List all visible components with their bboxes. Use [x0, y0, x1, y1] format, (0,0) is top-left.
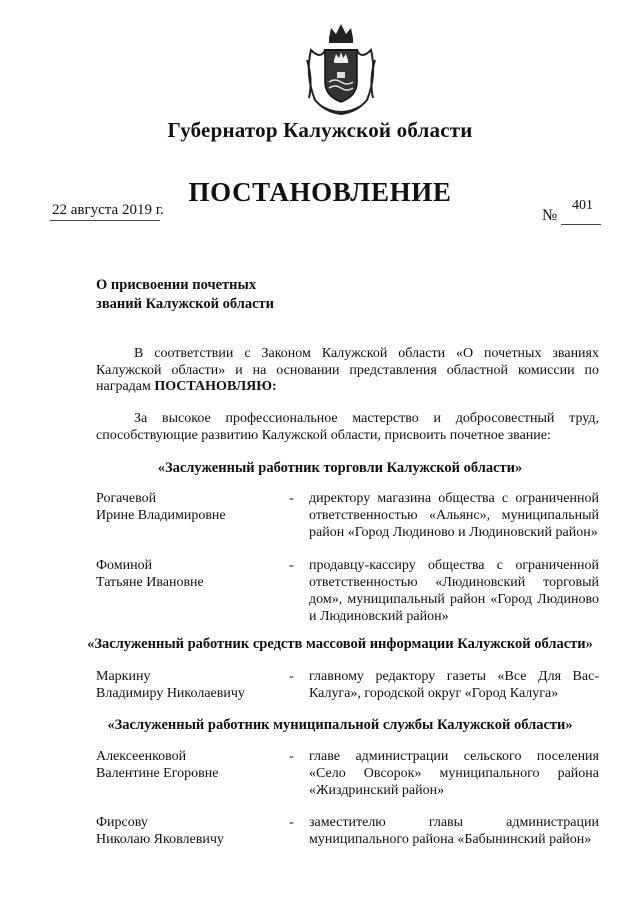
awardee-given-names: Татьяне Ивановне — [96, 575, 204, 590]
entry-dash: - — [289, 558, 294, 573]
document-type-title: ПОСТАНОВЛЕНИЕ — [188, 177, 452, 207]
awardee-surname: Маркину — [96, 669, 151, 684]
awardee-position: продавцу-кассиру общества с ограниченной ответственностью «Людиновский торговый дом», муниципальный район «Город Людиново и Людиновский район» — [309, 558, 599, 624]
awardee-surname: Фоминой — [96, 558, 153, 573]
section-title-media: «Заслуженный работник средств массовой информации Калужской области» — [87, 636, 593, 652]
number-underline — [561, 224, 601, 225]
awardee-given-names: Валентине Егоровне — [96, 766, 219, 781]
awardee-name — [96, 668, 286, 702]
document-date: 22 августа 2019 г. — [52, 202, 164, 218]
awardee-name — [96, 748, 286, 782]
entry-dash: - — [289, 815, 294, 830]
entry-dash: - — [289, 669, 294, 684]
date-underline — [50, 220, 160, 221]
awardee-name — [96, 557, 286, 591]
document-number: 401 — [572, 198, 593, 213]
intro-text: За высокое профессиональное мастерство и добросовестный труд, способствующие развитию Калужской области, присвоить почетное звание: — [96, 411, 599, 443]
number-label: № — [542, 207, 558, 224]
section-title-trade: «Заслуженный работник торговли Калужской области» — [157, 460, 523, 476]
coat-of-arms-icon — [301, 20, 381, 118]
governor-title: Губернатор Калужской области — [167, 118, 473, 142]
intro-paragraph — [96, 411, 599, 444]
awardee-given-names: Ирине Владимировне — [96, 508, 226, 523]
preamble-decree-word: ПОСТАНОВЛЯЮ: — [154, 379, 277, 394]
awardee-position: главе администрации сельского поселения «Село Овсорок» муниципального района «Жиздринский район» — [309, 749, 599, 798]
awardee-position: заместителю главы администрации муниципального района «Бабынинский район» — [309, 815, 599, 847]
preamble-text: В соответствии с Законом Калужской области «О почетных званиях Калужской области» и на основании представления областной комиссии по наградам — [96, 346, 599, 394]
entry-dash: - — [289, 749, 294, 764]
preamble-paragraph — [96, 346, 599, 396]
awardee-name — [96, 490, 286, 524]
awardee-given-names: Владимиру Николаевичу — [96, 686, 245, 701]
awardee-surname: Алексеенковой — [96, 749, 187, 764]
entry-dash: - — [289, 491, 294, 506]
awardee-position: главному редактору газеты «Все Для Вас-Калуга», городской округ «Город Калуга» — [309, 669, 599, 701]
document-subject: О присвоении почетных званий Калужской области — [96, 277, 275, 312]
awardee-position: директору магазина общества с ограниченной ответственностью «Альянс», муниципальный район «Город Людиново и Людиновский район» — [309, 491, 599, 540]
awardee-given-names: Николаю Яковлевичу — [96, 832, 224, 847]
awardee-name — [96, 814, 286, 848]
awardee-surname: Рогачевой — [96, 491, 157, 506]
section-title-municipal-service: «Заслуженный работник муниципальной службы Калужской области» — [107, 717, 573, 733]
awardee-surname: Фирсову — [96, 815, 148, 830]
